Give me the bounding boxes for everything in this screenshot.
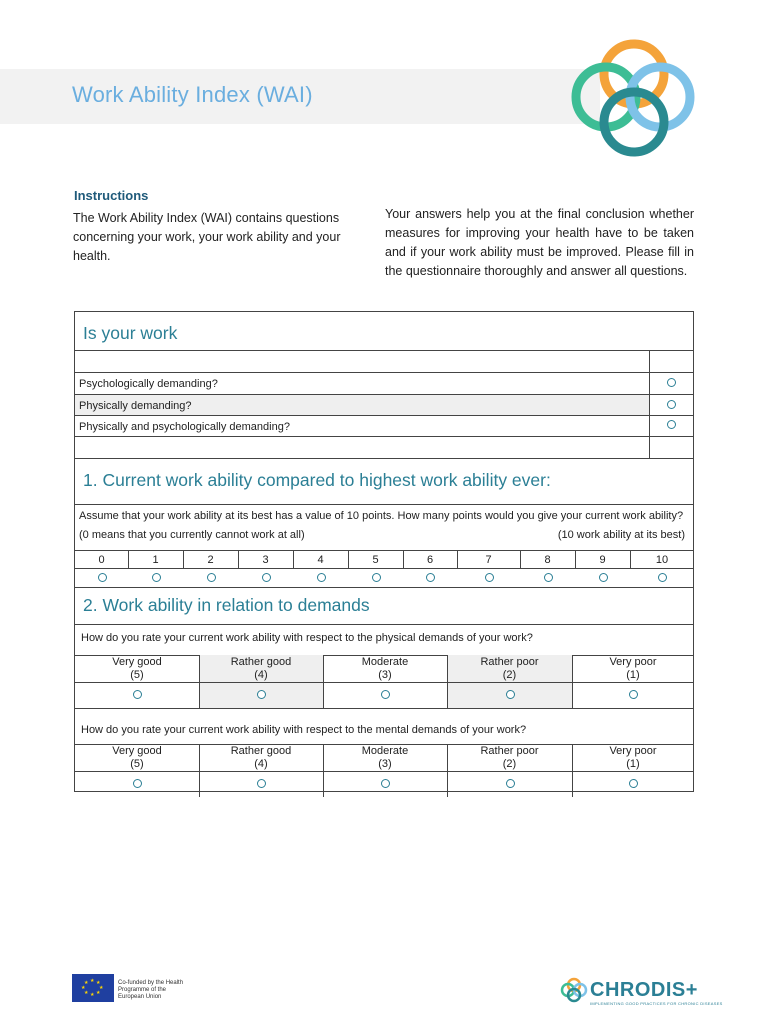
rating-score: (2) <box>502 669 517 681</box>
rating-text: Rather good <box>230 656 292 668</box>
rating-score: (4) <box>254 758 268 770</box>
physical-rating-radio-0[interactable] <box>133 690 142 699</box>
scale-radio-6[interactable] <box>426 573 435 582</box>
rating-text: Very poor <box>609 656 657 668</box>
scale-label-3: 3 <box>262 554 269 566</box>
scale-label-0: 0 <box>98 554 105 566</box>
scale-label-9: 9 <box>599 554 606 566</box>
divider <box>75 568 693 569</box>
divider <box>75 587 693 588</box>
scale-label-2: 2 <box>207 554 214 566</box>
mental-rating-label-0 <box>75 745 199 771</box>
scale-label-1: 1 <box>152 554 159 566</box>
eu-flag-icon: ★ ★ ★ ★ ★ ★ ★ ★ <box>72 974 114 1002</box>
scale-label-6: 6 <box>426 554 434 566</box>
chrodis-logo-icon <box>560 977 588 1003</box>
option-physically: Physically demanding? <box>79 400 192 412</box>
mental-rating-label-4 <box>572 745 694 771</box>
divider <box>75 415 693 416</box>
divider <box>75 350 693 351</box>
physical-rating-radio-1[interactable] <box>257 690 266 699</box>
scale-label-8: 8 <box>544 554 551 566</box>
divider <box>75 458 693 459</box>
physical-rating-label-3 <box>447 656 572 682</box>
section-1-question: Assume that your work ability at its best has a value of 10 points. How many points would you give your current work ability? <box>79 510 684 522</box>
rating-text: Rather poor <box>480 656 539 668</box>
rating-text: Moderate <box>361 745 409 757</box>
divider <box>75 708 693 709</box>
mental-rating-label-2 <box>323 745 447 771</box>
scale-label-10: 10 <box>655 554 669 566</box>
divider <box>75 436 693 437</box>
physical-rating-radio-2[interactable] <box>381 690 390 699</box>
physical-rating-label-2 <box>323 656 447 682</box>
rating-score: (5) <box>130 758 144 770</box>
rating-score: (1) <box>626 758 640 770</box>
radio-both[interactable] <box>667 420 676 429</box>
chrodis-brand: CHRODIS+ <box>590 979 698 1001</box>
scale-label-5: 5 <box>372 554 379 566</box>
rating-text: Very poor <box>609 745 657 757</box>
scale-radio-1[interactable] <box>152 573 161 582</box>
mental-rating-radio-3[interactable] <box>506 779 515 788</box>
divider <box>75 504 693 505</box>
rating-score: (2) <box>502 758 517 770</box>
instructions-heading: Instructions <box>74 188 149 203</box>
scale-radio-8[interactable] <box>544 573 553 582</box>
physical-rating-label-0 <box>75 656 199 682</box>
scale-radio-9[interactable] <box>599 573 608 582</box>
scale-radio-10[interactable] <box>658 573 667 582</box>
divider <box>75 771 693 772</box>
option-both: Physically and psychologically demanding? <box>79 421 290 433</box>
rating-score: (3) <box>378 758 392 770</box>
mental-rating-radio-2[interactable] <box>381 779 390 788</box>
scale-radio-5[interactable] <box>372 573 381 582</box>
mental-rating-radio-0[interactable] <box>133 779 142 788</box>
instructions-right-text: Your answers help you at the final conclusion whether measures for improving your health have to be taken and if your work ability must be improved. Please fill in the questionnaire thoroughly and answer all questions. <box>385 207 694 278</box>
divider <box>75 550 693 551</box>
rating-score: (5) <box>130 669 144 681</box>
option-psychologically: Psychologically demanding? <box>79 378 218 390</box>
divider <box>75 372 693 373</box>
physical-rating-label-4 <box>572 656 694 682</box>
chrodis-tagline: IMPLEMENTING GOOD PRACTICES FOR CHRONIC DISEASES <box>590 1001 723 1006</box>
divider <box>75 394 693 395</box>
rating-text: Rather good <box>230 745 292 757</box>
physical-demands-question: How do you rate your current work ability with respect to the physical demands of your work? <box>81 632 533 644</box>
section-work-title: Is your work <box>83 323 178 343</box>
section-1-title: 1. Current work ability compared to highest work ability ever: <box>83 470 551 490</box>
divider <box>75 682 693 683</box>
rating-score: (4) <box>254 669 268 681</box>
scale-radio-2[interactable] <box>207 573 216 582</box>
physical-rating-label-1 <box>199 656 323 682</box>
rating-text: Very good <box>112 656 162 668</box>
rating-text: Moderate <box>361 656 409 668</box>
mental-rating-label-3 <box>447 745 572 771</box>
scale-radio-0[interactable] <box>98 573 107 582</box>
divider <box>649 350 650 458</box>
instructions-left-text: The Work Ability Index (WAI) contains questions concerning your work, your work ability and your health. <box>73 211 341 263</box>
questionnaire-form <box>74 311 694 792</box>
mental-demands-question: How do you rate your current work ability with respect to the mental demands of your work? <box>81 724 527 736</box>
physical-rating-radio-3[interactable] <box>506 690 515 699</box>
section-2-title: 2. Work ability in relation to demands <box>83 595 370 615</box>
physical-rating-radio-4[interactable] <box>629 690 638 699</box>
scale-label-4: 4 <box>317 554 324 566</box>
radio-psychologically[interactable] <box>667 378 676 387</box>
section-1-max-note: (10 work ability at its best) <box>557 529 685 541</box>
mental-rating-label-1 <box>199 745 323 771</box>
divider <box>75 624 693 625</box>
rating-text: Very good <box>112 745 162 757</box>
rating-score: (3) <box>378 669 392 681</box>
mental-rating-radio-4[interactable] <box>629 779 638 788</box>
rating-text: Rather poor <box>480 745 539 757</box>
scale-radio-3[interactable] <box>262 573 271 582</box>
scale-label-7: 7 <box>485 554 492 566</box>
radio-physically[interactable] <box>667 400 676 409</box>
rating-score: (1) <box>626 669 640 681</box>
eu-cofunded-text: Co-funded by the Health Programme of the European Union <box>118 980 184 1000</box>
scale-radio-7[interactable] <box>485 573 494 582</box>
page-title: Work Ability Index (WAI) <box>72 82 313 107</box>
rings-logo-icon <box>566 36 700 160</box>
section-1-min-note: (0 means that you currently cannot work at all) <box>79 529 305 541</box>
scale-radio-4[interactable] <box>317 573 326 582</box>
mental-rating-radio-1[interactable] <box>257 779 266 788</box>
